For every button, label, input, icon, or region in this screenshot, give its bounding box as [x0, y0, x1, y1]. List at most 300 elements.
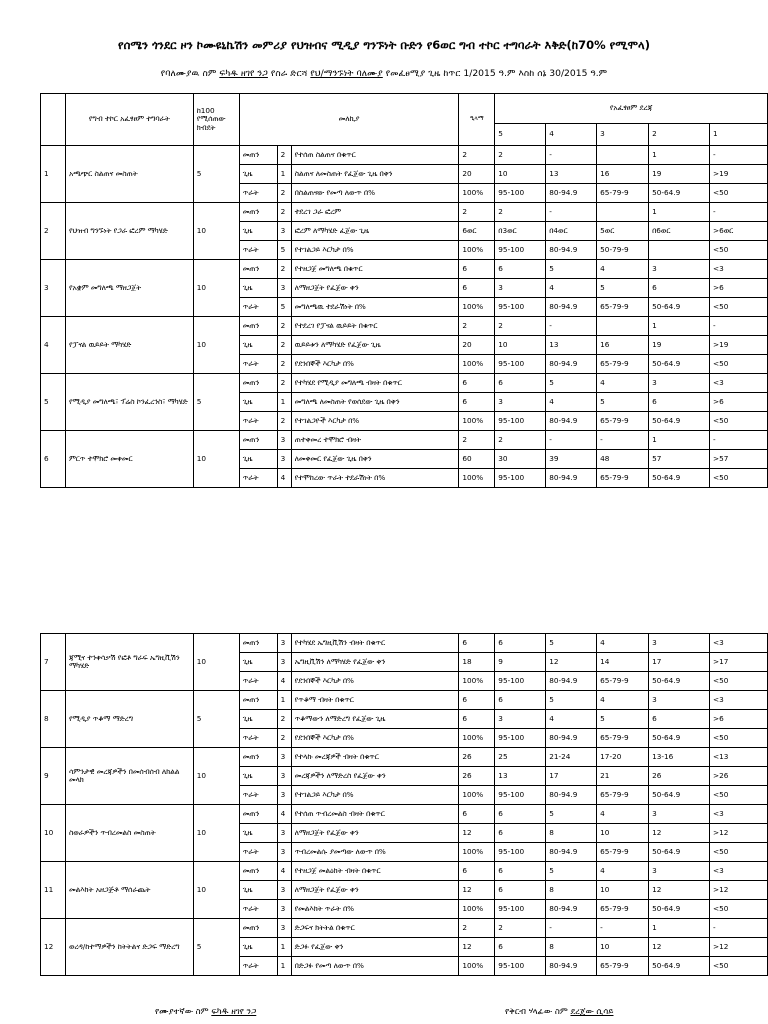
header-measure: መለኪያ: [239, 94, 459, 146]
measure-target: 6: [459, 374, 495, 393]
measure-description: የተላኩ መረጃዎች ብዛት በቁጥር: [291, 748, 459, 767]
measure-target: 100%: [459, 843, 495, 862]
measure-description: መግለጫ ለመስጠት የወሰደው ጊዜ በቀን: [291, 393, 459, 412]
rating-level-5: 6: [495, 938, 546, 957]
measure-target: 100%: [459, 469, 495, 488]
measure-type: መጠን: [239, 691, 277, 710]
measure-weight: 2: [277, 336, 291, 355]
measure-description: የተገልጋዮች እርካታ በ%: [291, 412, 459, 431]
rating-level-3: 65-79-9: [597, 355, 649, 374]
measure-weight: 3: [277, 279, 291, 298]
rating-level-4: 80-94.9: [546, 900, 597, 919]
rating-level-5: 95-100: [495, 786, 546, 805]
measure-description: ጥብረመልሱ ያመጣው ለውጥ በ%: [291, 843, 459, 862]
measure-weight: 3: [277, 431, 291, 450]
table-row: [41, 919, 768, 938]
measure-description: በስልጠናው የመጣ ለውጥ በ%: [291, 184, 459, 203]
rating-level-5: 2: [495, 317, 546, 336]
rating-level-1: <3: [709, 260, 767, 279]
measure-type: ጊዜ: [239, 393, 277, 412]
rating-level-1: -: [709, 919, 767, 938]
rating-level-4: 8: [546, 881, 597, 900]
signature-employee-label: የሙያተኛው ስም: [155, 1007, 209, 1017]
rating-level-4: 5: [546, 805, 597, 824]
rating-level-2: 12: [649, 881, 710, 900]
rating-level-1: <3: [709, 374, 767, 393]
rating-level-4: 5: [546, 862, 597, 881]
rating-level-2: 50-64.9: [649, 412, 710, 431]
rating-level-2: 1: [649, 431, 710, 450]
rating-level-1: >6ወር: [709, 222, 767, 241]
rating-level-3: -: [597, 431, 649, 450]
table-row: [41, 691, 768, 710]
header-level-5: 5: [495, 124, 546, 146]
measure-weight: 4: [277, 862, 291, 881]
activity-name: የፓናል ዉይይት ማካሄድ: [65, 317, 193, 374]
measure-description: በድጋፉ የመጣ ለውጥ በ%: [291, 957, 459, 976]
rating-level-3: 10: [597, 881, 649, 900]
rating-level-3: 14: [597, 653, 649, 672]
rating-level-4: 80-94.9: [546, 469, 597, 488]
rating-level-4: 39: [546, 450, 597, 469]
rating-level-5: 6: [495, 260, 546, 279]
rating-level-2: 3: [649, 805, 710, 824]
activity-name: መልእክት አዘጋጅቶ ማሰራጨት: [65, 862, 193, 919]
rating-level-2: 3: [649, 374, 710, 393]
measure-description: ተደረገ ጋራ ፎረም: [291, 203, 459, 222]
measure-weight: 5: [277, 298, 291, 317]
measure-description: ለመቀመር የፈጀው ጊዜ በቀን: [291, 450, 459, 469]
rating-level-3: 65-79-9: [597, 843, 649, 862]
signature-supervisor-label: የቅርብ ሃላፊው ስም: [505, 1007, 568, 1017]
measure-weight: 2: [277, 729, 291, 748]
measure-type: መጠን: [239, 805, 277, 824]
rating-level-1: -: [709, 431, 767, 450]
measure-weight: 1: [277, 691, 291, 710]
employee-name-label: የባለሙያዉ ስም: [160, 68, 217, 79]
activity-name: ምርጥ ተሞክሮ መቀመር: [65, 431, 193, 488]
measure-description: ጠተቀመረ ተሞክሮ ብዛት: [291, 431, 459, 450]
measure-weight: 2: [277, 184, 291, 203]
measure-weight: 3: [277, 900, 291, 919]
rating-level-4: 4: [546, 279, 597, 298]
rating-level-2: 3: [649, 691, 710, 710]
rating-level-2: 19: [649, 165, 710, 184]
rating-level-4: -: [546, 203, 597, 222]
rating-level-5: 3: [495, 279, 546, 298]
rating-level-2: 50-64.9: [649, 957, 710, 976]
measure-target: 26: [459, 767, 495, 786]
measure-description: የደንበኞች እርካታ በ%: [291, 672, 459, 691]
rating-level-3: 65-79-9: [597, 469, 649, 488]
measure-type: ጊዜ: [239, 336, 277, 355]
measure-target: 2: [459, 146, 495, 165]
measure-description: መረጃዎችን ለማድረስ የፈጀው ቀን: [291, 767, 459, 786]
rating-level-2: 26: [649, 767, 710, 786]
measure-target: 6ወር: [459, 222, 495, 241]
measure-description: የተዘጋጀ መልዕክት ብዛት በቁጥር: [291, 862, 459, 881]
rating-level-2: 1: [649, 919, 710, 938]
measure-target: 6: [459, 862, 495, 881]
rating-level-4: በ4ወር: [546, 222, 597, 241]
measure-description: የተካሄደ ኤግዚቪሽን ብዛት በቁጥር: [291, 634, 459, 653]
rating-level-1: >12: [709, 938, 767, 957]
activity-weight: 10: [193, 634, 239, 691]
measure-weight: 3: [277, 786, 291, 805]
rating-level-4: 5: [546, 691, 597, 710]
measure-description: የተሰጠ ስልጠና በቁጥር: [291, 146, 459, 165]
measure-weight: 2: [277, 355, 291, 374]
table-row: [41, 805, 768, 824]
measure-weight: 3: [277, 767, 291, 786]
table-row: [41, 748, 768, 767]
activity-weight: 5: [193, 919, 239, 976]
measure-target: 100%: [459, 298, 495, 317]
measure-description: የተገልጋይ እርካታ በ%: [291, 241, 459, 260]
measure-description: የደንበኞች እርካታ በ%: [291, 355, 459, 374]
rating-level-1: >19: [709, 336, 767, 355]
rating-level-2: [649, 241, 710, 260]
activity-number: 8: [41, 691, 66, 748]
measure-target: 100%: [459, 957, 495, 976]
rating-level-1: -: [709, 146, 767, 165]
rating-level-3: 16: [597, 165, 649, 184]
rating-level-4: 4: [546, 393, 597, 412]
rating-level-2: 50-64.9: [649, 184, 710, 203]
rating-level-3: 65-79-9: [597, 786, 649, 805]
rating-level-2: 12: [649, 824, 710, 843]
measure-weight: 2: [277, 260, 291, 279]
measure-type: ጊዜ: [239, 824, 277, 843]
rating-level-5: 10: [495, 165, 546, 184]
measure-description: ኤግዚቪሽን ለማካሄድ የፈጀው ቀን: [291, 653, 459, 672]
rating-level-4: 80-94.9: [546, 786, 597, 805]
measure-description: ለማዘጋጀት የፈጀው ቀን: [291, 279, 459, 298]
activity-number: 1: [41, 146, 66, 203]
rating-level-3: 65-79-9: [597, 729, 649, 748]
rating-level-1: <50: [709, 184, 767, 203]
measure-description: የተሞከረው ጥራት ተደራሽነት በ%: [291, 469, 459, 488]
measure-weight: 4: [277, 805, 291, 824]
measure-description: ድጋፍና ክትትል በቁጥር: [291, 919, 459, 938]
measure-type: ጥራት: [239, 241, 277, 260]
rating-level-3: [597, 317, 649, 336]
activity-number: 6: [41, 431, 66, 488]
rating-level-2: 50-64.9: [649, 843, 710, 862]
activity-number: 7: [41, 634, 66, 691]
measure-type: ጥራት: [239, 900, 277, 919]
measure-target: 100%: [459, 729, 495, 748]
rating-level-1: <50: [709, 900, 767, 919]
rating-level-4: 80-94.9: [546, 729, 597, 748]
measure-description: ዉይይቱን ለማካሄድ የፈጀው ጊዜ: [291, 336, 459, 355]
table-row: [41, 862, 768, 881]
rating-level-3: 65-79-9: [597, 412, 649, 431]
rating-level-2: 50-64.9: [649, 729, 710, 748]
rating-level-2: 1: [649, 146, 710, 165]
rating-level-3: 4: [597, 374, 649, 393]
rating-level-1: <50: [709, 355, 767, 374]
header-rating: የአፈፃፀም ደረጃ: [495, 94, 768, 124]
rating-level-4: 12: [546, 653, 597, 672]
measure-type: ጥራት: [239, 843, 277, 862]
header-weight: ከ100 የሚሰጠው ክብደት: [193, 94, 239, 146]
rating-level-2: 50-64.9: [649, 900, 710, 919]
rating-level-4: 80-94.9: [546, 298, 597, 317]
rating-level-3: 17-20: [597, 748, 649, 767]
measure-weight: 3: [277, 653, 291, 672]
measure-type: መጠን: [239, 748, 277, 767]
signature-employee-name: ፍካዱ ዘገየ ንጋ: [211, 1007, 257, 1017]
rating-level-2: 3: [649, 862, 710, 881]
measure-description: የደንበኞች እርካታ በ%: [291, 729, 459, 748]
rating-level-1: <3: [709, 634, 767, 653]
activity-number: 2: [41, 203, 66, 260]
measure-description: ለማዘጋጀት የፈጀው ቀን: [291, 824, 459, 843]
rating-level-4: -: [546, 919, 597, 938]
rating-level-1: <13: [709, 748, 767, 767]
rating-level-4: 8: [546, 824, 597, 843]
measure-description: ለማዘጋጀት የፈጀው ቀን: [291, 881, 459, 900]
activity-number: 4: [41, 317, 66, 374]
activity-name: ስወራዎችን ጥብረመልስ መስጠት: [65, 805, 193, 862]
table-row: [41, 374, 768, 393]
rating-level-4: 80-94.9: [546, 241, 597, 260]
rating-level-5: 10: [495, 336, 546, 355]
measure-type: መጠን: [239, 862, 277, 881]
measure-type: መጠን: [239, 374, 277, 393]
rating-level-1: <50: [709, 957, 767, 976]
rating-level-2: 3: [649, 634, 710, 653]
rating-level-5: 9: [495, 653, 546, 672]
table-row: [41, 260, 768, 279]
measure-description: የተሰጠ ጥብረመልስ ብዛት በቁጥር: [291, 805, 459, 824]
rating-level-3: 4: [597, 691, 649, 710]
rating-level-5: 95-100: [495, 298, 546, 317]
rating-level-3: 4: [597, 805, 649, 824]
document-subtitle: [0, 68, 768, 79]
measure-type: መጠን: [239, 634, 277, 653]
measure-type: ጊዜ: [239, 222, 277, 241]
header-target: ዒላማ: [459, 94, 495, 146]
rating-level-2: 6: [649, 279, 710, 298]
measure-description: የተደረገ የፓናል ዉይይት በቁጥር: [291, 317, 459, 336]
rating-level-3: 10: [597, 938, 649, 957]
measure-target: 2: [459, 431, 495, 450]
measure-weight: 1: [277, 165, 291, 184]
rating-level-5: 6: [495, 824, 546, 843]
activity-weight: 10: [193, 748, 239, 805]
measure-target: 12: [459, 824, 495, 843]
rating-level-5: 25: [495, 748, 546, 767]
rating-level-1: <50: [709, 786, 767, 805]
measure-type: ጥራት: [239, 355, 277, 374]
measure-type: ጊዜ: [239, 767, 277, 786]
rating-level-3: 10: [597, 824, 649, 843]
measure-weight: 2: [277, 203, 291, 222]
measure-weight: 3: [277, 222, 291, 241]
rating-level-3: 4: [597, 260, 649, 279]
measure-weight: 4: [277, 469, 291, 488]
activity-number: 9: [41, 748, 66, 805]
rating-level-1: <50: [709, 412, 767, 431]
rating-level-5: 95-100: [495, 469, 546, 488]
rating-level-1: <50: [709, 843, 767, 862]
activity-name: የህዝብ ግንኙነት የጋራ ፎረም ማካሄድ: [65, 203, 193, 260]
rating-level-5: በ3ወር: [495, 222, 546, 241]
rating-level-5: 6: [495, 634, 546, 653]
measure-target: 60: [459, 450, 495, 469]
rating-level-2: 12: [649, 938, 710, 957]
rating-level-2: 13-16: [649, 748, 710, 767]
measure-type: ጥራት: [239, 672, 277, 691]
measure-target: 2: [459, 317, 495, 336]
rating-level-1: -: [709, 317, 767, 336]
measure-type: ጊዜ: [239, 279, 277, 298]
rating-level-5: 6: [495, 881, 546, 900]
measure-description: የጥቆማ ብዛት በቁጥር: [291, 691, 459, 710]
rating-level-1: <3: [709, 691, 767, 710]
rating-level-5: 6: [495, 374, 546, 393]
measure-type: ጥራት: [239, 184, 277, 203]
rating-level-1: >17: [709, 653, 767, 672]
measure-weight: 1: [277, 938, 291, 957]
table-row: [41, 146, 768, 165]
rating-level-2: 50-64.9: [649, 469, 710, 488]
measure-target: 100%: [459, 355, 495, 374]
activity-name: ወረዳ/ከተማዎችን ከትትልና ድጋፍ ማድረግ: [65, 919, 193, 976]
rating-level-1: >12: [709, 824, 767, 843]
measure-weight: 3: [277, 634, 291, 653]
measure-type: ጊዜ: [239, 710, 277, 729]
rating-level-3: 65-79-9: [597, 184, 649, 203]
header-level-2: 2: [649, 124, 710, 146]
measure-description: የመልእክት ጥራት በ%: [291, 900, 459, 919]
rating-level-1: <50: [709, 729, 767, 748]
measure-weight: 3: [277, 824, 291, 843]
measure-type: መጠን: [239, 260, 277, 279]
measure-weight: 3: [277, 450, 291, 469]
measure-type: ጥራት: [239, 412, 277, 431]
rating-level-5: 95-100: [495, 672, 546, 691]
rating-level-3: [597, 203, 649, 222]
rating-level-2: 19: [649, 336, 710, 355]
measure-target: 6: [459, 710, 495, 729]
rating-level-4: 5: [546, 260, 597, 279]
rating-level-1: >26: [709, 767, 767, 786]
activity-number: 11: [41, 862, 66, 919]
rating-level-2: 1: [649, 317, 710, 336]
employee-name: ፍካዱ ዘገየ ንጋ: [219, 68, 268, 79]
rating-level-1: >6: [709, 393, 767, 412]
measure-weight: 1: [277, 393, 291, 412]
plan-table-2: [40, 633, 768, 976]
activity-weight: 10: [193, 862, 239, 919]
rating-level-4: 5: [546, 374, 597, 393]
rating-level-5: 3: [495, 710, 546, 729]
rating-level-4: 8: [546, 938, 597, 957]
measure-weight: 4: [277, 672, 291, 691]
activity-name: የሚዲያ ጥቆማ ማድረግ: [65, 691, 193, 748]
measure-description: ጥቆማውን ለማድረግ የፈጀው ጊዜ: [291, 710, 459, 729]
measure-target: 6: [459, 691, 495, 710]
rating-level-1: <3: [709, 862, 767, 881]
activity-name: የአቋም መግለጫ ማዘጋጀት: [65, 260, 193, 317]
rating-level-1: <3: [709, 805, 767, 824]
rating-level-2: 50-64.9: [649, 298, 710, 317]
role-label: የስራ ድርሻ: [270, 68, 308, 79]
rating-level-1: >6: [709, 279, 767, 298]
table-row: [41, 634, 768, 653]
measure-weight: 2: [277, 146, 291, 165]
rating-level-3: 5: [597, 710, 649, 729]
rating-level-5: 2: [495, 203, 546, 222]
rating-level-2: 50-64.9: [649, 355, 710, 374]
measure-target: 100%: [459, 672, 495, 691]
measure-target: 100%: [459, 900, 495, 919]
rating-level-4: 21-24: [546, 748, 597, 767]
activity-number: 12: [41, 919, 66, 976]
rating-level-1: >6: [709, 710, 767, 729]
rating-level-2: 50-64.9: [649, 786, 710, 805]
rating-level-5: 30: [495, 450, 546, 469]
measure-weight: 3: [277, 748, 291, 767]
table-row: [41, 317, 768, 336]
rating-level-4: 80-94.9: [546, 184, 597, 203]
rating-level-5: 2: [495, 146, 546, 165]
rating-level-5: 6: [495, 862, 546, 881]
measure-weight: 2: [277, 710, 291, 729]
rating-level-2: 3: [649, 260, 710, 279]
rating-level-3: 5ወር: [597, 222, 649, 241]
measure-weight: 3: [277, 919, 291, 938]
activity-name: አጫጭር ስልጠና መስጠት: [65, 146, 193, 203]
measure-type: ጊዜ: [239, 938, 277, 957]
signature-employee: [155, 1007, 256, 1017]
rating-level-5: 95-100: [495, 900, 546, 919]
rating-level-3: 5: [597, 393, 649, 412]
measure-target: 26: [459, 748, 495, 767]
rating-level-1: >19: [709, 165, 767, 184]
plan-table-1: [40, 93, 768, 488]
rating-level-5: 6: [495, 805, 546, 824]
measure-type: መጠን: [239, 919, 277, 938]
rating-level-5: 2: [495, 919, 546, 938]
rating-level-1: <50: [709, 469, 767, 488]
rating-level-4: 4: [546, 710, 597, 729]
measure-description: የተካሄደ የሚዲያ መግለጫ ብዛት በቁጥር: [291, 374, 459, 393]
header-number: [41, 94, 66, 146]
employee-role: የህ/ማንኙነት ባለሙያ: [310, 68, 383, 79]
measure-description: ፎረም ለማካሄድ ፈጀው ጊዜ: [291, 222, 459, 241]
measure-type: ጊዜ: [239, 450, 277, 469]
rating-level-3: 16: [597, 336, 649, 355]
rating-level-5: 95-100: [495, 843, 546, 862]
measure-type: መጠን: [239, 317, 277, 336]
rating-level-4: -: [546, 146, 597, 165]
signature-supervisor-name: ደረጀው ሲሳይ: [570, 1007, 614, 1017]
rating-level-3: -: [597, 919, 649, 938]
measure-target: 6: [459, 260, 495, 279]
rating-level-5: 95-100: [495, 184, 546, 203]
rating-level-1: <50: [709, 241, 767, 260]
measure-type: ጊዜ: [239, 653, 277, 672]
rating-level-4: 13: [546, 165, 597, 184]
measure-description: መግለጫዉ ተደራሽነት በ%: [291, 298, 459, 317]
activity-name: የሚዲያ መግለጫ፣ ፕሬስ ኮንፈረንስ፣ ማካሄድ: [65, 374, 193, 431]
activity-weight: 10: [193, 203, 239, 260]
measure-weight: 2: [277, 317, 291, 336]
